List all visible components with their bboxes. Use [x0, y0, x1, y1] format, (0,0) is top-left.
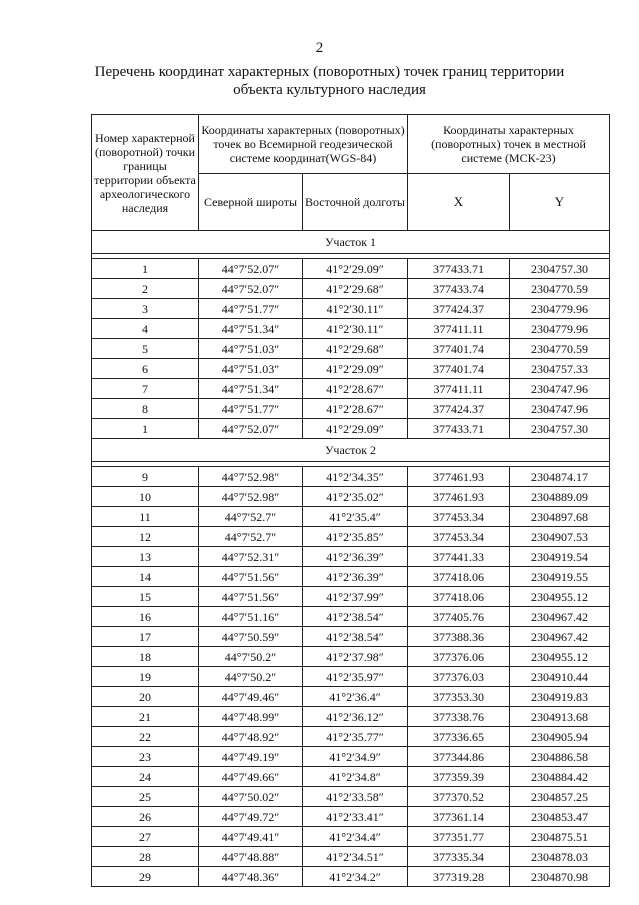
title-line-1: Перечень координат характерных (поворотных) точек границ территории — [94, 64, 565, 80]
cell-y: 2304919.55 — [510, 567, 610, 587]
cell-point-number: 28 — [92, 847, 199, 867]
cell-north-latitude: 44°7′49.72″ — [199, 807, 303, 827]
cell-x: 377424.37 — [408, 399, 510, 419]
cell-y: 2304955.12 — [510, 587, 610, 607]
cell-east-longitude: 41°2′36.39″ — [303, 567, 408, 587]
cell-point-number: 1 — [92, 419, 199, 439]
cell-y: 2304757.30 — [510, 259, 610, 279]
cell-east-longitude: 41°2′36.12″ — [303, 707, 408, 727]
cell-x: 377351.77 — [408, 827, 510, 847]
cell-point-number: 24 — [92, 767, 199, 787]
table-row — [92, 259, 610, 279]
table-row — [92, 807, 610, 827]
cell-y: 2304907.53 — [510, 527, 610, 547]
table-body — [92, 231, 610, 887]
section-header-row — [92, 231, 610, 254]
cell-east-longitude: 41°2′35.85″ — [303, 527, 408, 547]
cell-east-longitude: 41°2′38.54″ — [303, 607, 408, 627]
cell-north-latitude: 44°7′51.56″ — [199, 567, 303, 587]
cell-y: 2304967.42 — [510, 627, 610, 647]
cell-x: 377344.86 — [408, 747, 510, 767]
cell-point-number: 27 — [92, 827, 199, 847]
cell-point-number: 3 — [92, 299, 199, 319]
cell-y: 2304757.30 — [510, 419, 610, 439]
cell-point-number: 14 — [92, 567, 199, 587]
cell-point-number: 6 — [92, 359, 199, 379]
cell-x: 377359.39 — [408, 767, 510, 787]
cell-north-latitude: 44°7′50.2″ — [199, 667, 303, 687]
cell-east-longitude: 41°2′29.68″ — [303, 339, 408, 359]
cell-y: 2304884.42 — [510, 767, 610, 787]
cell-north-latitude: 44°7′52.7″ — [199, 527, 303, 547]
cell-east-longitude: 41°2′30.11″ — [303, 319, 408, 339]
coordinates-table — [91, 114, 610, 887]
cell-x: 377353.30 — [408, 687, 510, 707]
cell-y: 2304770.59 — [510, 279, 610, 299]
header-east: Восточной долготы — [303, 174, 408, 231]
cell-y: 2304897.68 — [510, 507, 610, 527]
table-row — [92, 339, 610, 359]
cell-north-latitude: 44°7′50.02″ — [199, 787, 303, 807]
table-row — [92, 419, 610, 439]
cell-north-latitude: 44°7′52.07″ — [199, 259, 303, 279]
cell-x: 377433.71 — [408, 419, 510, 439]
cell-y: 2304857.25 — [510, 787, 610, 807]
cell-east-longitude: 41°2′33.41″ — [303, 807, 408, 827]
cell-point-number: 19 — [92, 667, 199, 687]
table-row — [92, 607, 610, 627]
cell-x: 377411.11 — [408, 319, 510, 339]
cell-x: 377401.74 — [408, 359, 510, 379]
table-row — [92, 567, 610, 587]
cell-point-number: 4 — [92, 319, 199, 339]
header-msk: Координаты характерных (поворотных) точек в местной системе (МСК-23) — [408, 115, 610, 174]
header-y: Y — [510, 174, 610, 231]
table-row — [92, 279, 610, 299]
cell-north-latitude: 44°7′51.56″ — [199, 587, 303, 607]
cell-point-number: 9 — [92, 467, 199, 487]
cell-x: 377453.34 — [408, 507, 510, 527]
table-row — [92, 507, 610, 527]
cell-point-number: 13 — [92, 547, 199, 567]
cell-east-longitude: 41°2′29.68″ — [303, 279, 408, 299]
table-row — [92, 687, 610, 707]
cell-point-number: 5 — [92, 339, 199, 359]
cell-point-number: 20 — [92, 687, 199, 707]
cell-east-longitude: 41°2′35.02″ — [303, 487, 408, 507]
cell-y: 2304919.54 — [510, 547, 610, 567]
cell-east-longitude: 41°2′34.2″ — [303, 867, 408, 887]
cell-point-number: 15 — [92, 587, 199, 607]
cell-x: 377338.76 — [408, 707, 510, 727]
cell-point-number: 2 — [92, 279, 199, 299]
cell-north-latitude: 44°7′48.92″ — [199, 727, 303, 747]
cell-north-latitude: 44°7′50.2″ — [199, 647, 303, 667]
cell-y: 2304955.12 — [510, 647, 610, 667]
cell-y: 2304779.96 — [510, 299, 610, 319]
cell-y: 2304770.59 — [510, 339, 610, 359]
header-x: X — [408, 174, 510, 231]
cell-north-latitude: 44°7′48.99″ — [199, 707, 303, 727]
cell-y: 2304779.96 — [510, 319, 610, 339]
cell-x: 377388.36 — [408, 627, 510, 647]
cell-east-longitude: 41°2′29.09″ — [303, 419, 408, 439]
cell-east-longitude: 41°2′28.67″ — [303, 379, 408, 399]
cell-east-longitude: 41°2′35.77″ — [303, 727, 408, 747]
cell-y: 2304910.44 — [510, 667, 610, 687]
cell-east-longitude: 41°2′34.4″ — [303, 827, 408, 847]
cell-north-latitude: 44°7′51.77″ — [199, 399, 303, 419]
table-row — [92, 767, 610, 787]
cell-y: 2304870.98 — [510, 867, 610, 887]
cell-y: 2304889.09 — [510, 487, 610, 507]
cell-north-latitude: 44°7′51.77″ — [199, 299, 303, 319]
table-row — [92, 747, 610, 767]
cell-x: 377335.34 — [408, 847, 510, 867]
cell-x: 377411.11 — [408, 379, 510, 399]
table-row — [92, 379, 610, 399]
section-header-row — [92, 439, 610, 462]
cell-y: 2304913.68 — [510, 707, 610, 727]
cell-north-latitude: 44°7′52.31″ — [199, 547, 303, 567]
cell-x: 377361.14 — [408, 807, 510, 827]
cell-east-longitude: 41°2′30.11″ — [303, 299, 408, 319]
table-row — [92, 787, 610, 807]
cell-x: 377461.93 — [408, 487, 510, 507]
header-point-number: Номер характерной (поворотной) точки границы территории объекта археологического наследия — [92, 115, 199, 231]
cell-point-number: 21 — [92, 707, 199, 727]
cell-y: 2304875.51 — [510, 827, 610, 847]
cell-point-number: 22 — [92, 727, 199, 747]
cell-point-number: 29 — [92, 867, 199, 887]
cell-north-latitude: 44°7′51.16″ — [199, 607, 303, 627]
cell-north-latitude: 44°7′52.98″ — [199, 467, 303, 487]
table-row — [92, 299, 610, 319]
cell-x: 377441.33 — [408, 547, 510, 567]
cell-y: 2304874.17 — [510, 467, 610, 487]
cell-y: 2304905.94 — [510, 727, 610, 747]
header-north: Северной широты — [199, 174, 303, 231]
cell-point-number: 11 — [92, 507, 199, 527]
cell-point-number: 1 — [92, 259, 199, 279]
cell-y: 2304853.47 — [510, 807, 610, 827]
cell-x: 377370.52 — [408, 787, 510, 807]
page-number: 2 — [315, 40, 324, 56]
cell-east-longitude: 41°2′35.4″ — [303, 507, 408, 527]
cell-y: 2304967.42 — [510, 607, 610, 627]
table-row — [92, 647, 610, 667]
cell-y: 2304878.03 — [510, 847, 610, 867]
cell-x: 377433.71 — [408, 259, 510, 279]
cell-east-longitude: 41°2′34.9″ — [303, 747, 408, 767]
cell-north-latitude: 44°7′51.03″ — [199, 359, 303, 379]
table-row — [92, 867, 610, 887]
cell-x: 377376.06 — [408, 647, 510, 667]
cell-north-latitude: 44°7′51.34″ — [199, 319, 303, 339]
table-row — [92, 547, 610, 567]
cell-east-longitude: 41°2′28.67″ — [303, 399, 408, 419]
cell-north-latitude: 44°7′52.98″ — [199, 487, 303, 507]
cell-north-latitude: 44°7′48.36″ — [199, 867, 303, 887]
cell-x: 377433.74 — [408, 279, 510, 299]
table-row — [92, 847, 610, 867]
cell-point-number: 7 — [92, 379, 199, 399]
cell-north-latitude: 44°7′52.07″ — [199, 279, 303, 299]
cell-y: 2304757.33 — [510, 359, 610, 379]
cell-north-latitude: 44°7′49.46″ — [199, 687, 303, 707]
cell-point-number: 17 — [92, 627, 199, 647]
table-row — [92, 467, 610, 487]
cell-north-latitude: 44°7′49.66″ — [199, 767, 303, 787]
cell-x: 377424.37 — [408, 299, 510, 319]
cell-east-longitude: 41°2′33.58″ — [303, 787, 408, 807]
cell-x: 377453.34 — [408, 527, 510, 547]
cell-north-latitude: 44°7′49.19″ — [199, 747, 303, 767]
cell-point-number: 16 — [92, 607, 199, 627]
cell-east-longitude: 41°2′34.51″ — [303, 847, 408, 867]
table-row — [92, 487, 610, 507]
table-row — [92, 827, 610, 847]
cell-east-longitude: 41°2′37.99″ — [303, 587, 408, 607]
cell-y: 2304919.83 — [510, 687, 610, 707]
cell-north-latitude: 44°7′51.03″ — [199, 339, 303, 359]
cell-x: 377405.76 — [408, 607, 510, 627]
table-row — [92, 399, 610, 419]
cell-north-latitude: 44°7′49.41″ — [199, 827, 303, 847]
cell-north-latitude: 44°7′48.88″ — [199, 847, 303, 867]
cell-x: 377319.28 — [408, 867, 510, 887]
cell-point-number: 25 — [92, 787, 199, 807]
cell-point-number: 10 — [92, 487, 199, 507]
cell-east-longitude: 41°2′34.8″ — [303, 767, 408, 787]
cell-x: 377461.93 — [408, 467, 510, 487]
table-row — [92, 727, 610, 747]
cell-north-latitude: 44°7′50.59″ — [199, 627, 303, 647]
table-row — [92, 359, 610, 379]
cell-x: 377376.03 — [408, 667, 510, 687]
cell-point-number: 18 — [92, 647, 199, 667]
cell-east-longitude: 41°2′34.35″ — [303, 467, 408, 487]
cell-y: 2304747.96 — [510, 399, 610, 419]
cell-east-longitude: 41°2′38.54″ — [303, 627, 408, 647]
cell-north-latitude: 44°7′51.34″ — [199, 379, 303, 399]
cell-east-longitude: 41°2′36.39″ — [303, 547, 408, 567]
cell-point-number: 23 — [92, 747, 199, 767]
cell-x: 377401.74 — [408, 339, 510, 359]
cell-east-longitude: 41°2′36.4″ — [303, 687, 408, 707]
cell-north-latitude: 44°7′52.7″ — [199, 507, 303, 527]
cell-point-number: 8 — [92, 399, 199, 419]
cell-x: 377418.06 — [408, 587, 510, 607]
cell-y: 2304747.96 — [510, 379, 610, 399]
cell-point-number: 12 — [92, 527, 199, 547]
table-row — [92, 627, 610, 647]
page-title — [60, 63, 599, 99]
cell-x: 377418.06 — [408, 567, 510, 587]
title-line-2: объекта культурного наследия — [233, 82, 426, 98]
cell-east-longitude: 41°2′29.09″ — [303, 259, 408, 279]
cell-east-longitude: 41°2′37.98″ — [303, 647, 408, 667]
section-title: Участок 2 — [92, 439, 610, 462]
section-title: Участок 1 — [92, 231, 610, 254]
cell-x: 377336.65 — [408, 727, 510, 747]
cell-y: 2304886.58 — [510, 747, 610, 767]
cell-east-longitude: 41°2′29.09″ — [303, 359, 408, 379]
table-row — [92, 319, 610, 339]
cell-east-longitude: 41°2′35.97″ — [303, 667, 408, 687]
cell-north-latitude: 44°7′52.07″ — [199, 419, 303, 439]
table-row — [92, 707, 610, 727]
header-wgs: Координаты характерных (поворотных) точек во Всемирной геодезической системе координат(WGS-84) — [199, 115, 408, 174]
table-row — [92, 587, 610, 607]
cell-point-number: 26 — [92, 807, 199, 827]
table-row — [92, 667, 610, 687]
table-row — [92, 527, 610, 547]
